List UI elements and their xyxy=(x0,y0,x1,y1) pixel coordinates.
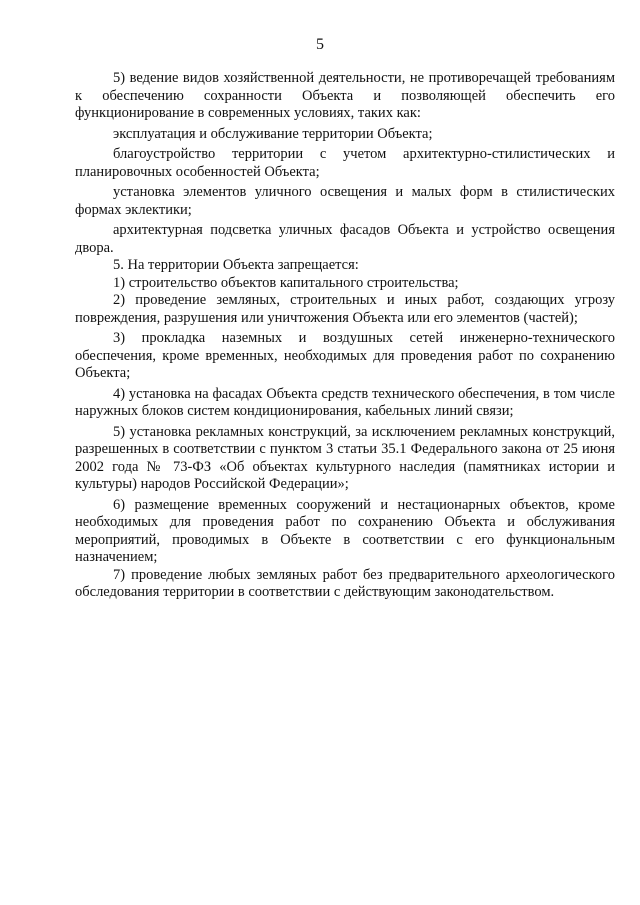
prohibition-item-3: 3) прокладка наземных и воздушных сетей инженерно-технического обеспечения, кроме временных, необходимых для проведения работ по сохранению Объекта; xyxy=(75,330,615,381)
paragraph-item-5-economic-activity: 5) ведение видов хозяйственной деятельности, не противоречащей требованиям к обеспечению сохранности Объекта и позволяющей обеспечить его функционирование в современных условиях, таких как: xyxy=(75,70,615,121)
prohibition-item-4: 4) установка на фасадах Объекта средств технического обеспечения, в том числе наружных блоков систем кондиционирования, кабельных линий связи; xyxy=(75,385,615,419)
section-heading-prohibited: 5. На территории Объекта запрещается: xyxy=(113,257,359,273)
prohibition-item-6: 6) размещение временных сооружений и нестационарных объектов, кроме необходимых для проведения работ по сохранению Объекта и обслуживания мероприятий, проводимых в Объекте в соответствии с его функциональным назначением; xyxy=(75,496,615,565)
paragraph-street-lighting: установка элементов уличного освещения и малых форм в стилистических формах эклектики; xyxy=(75,184,615,218)
prohibition-item-5: 5) установка рекламных конструкций, за исключением рекламных конструкций, разрешенных в соответствии с пунктом 3 статьи 35.1 Федерального закона от 25 июня 2002 года № 73-ФЗ «Об объектах культурного наследия (памятниках истории и культуры) народов Российской Федерации»; xyxy=(75,423,615,492)
prohibition-item-7: 7) проведение любых земляных работ без предварительного археологического обследования территории в соответствии с действующим законодательством. xyxy=(75,566,615,600)
paragraph-landscaping: благоустройство территории с учетом архитектурно-стилистических и планировочных особенностей Объекта; xyxy=(75,146,615,180)
paragraph-maintenance: эксплуатация и обслуживание территории Объекта; xyxy=(113,125,433,142)
page-number: 5 xyxy=(316,36,324,53)
prohibition-item-2: 2) проведение земляных, строительных и иных работ, создающих угрозу повреждения, разрушения или уничтожения Объекта или его элементов (частей); xyxy=(75,292,615,326)
document-body xyxy=(75,70,615,602)
paragraph-facade-lighting: архитектурная подсветка уличных фасадов Объекта и устройство освещения двора. xyxy=(75,222,615,256)
prohibition-item-1: 1) строительство объектов капитального строительства; xyxy=(113,274,459,291)
